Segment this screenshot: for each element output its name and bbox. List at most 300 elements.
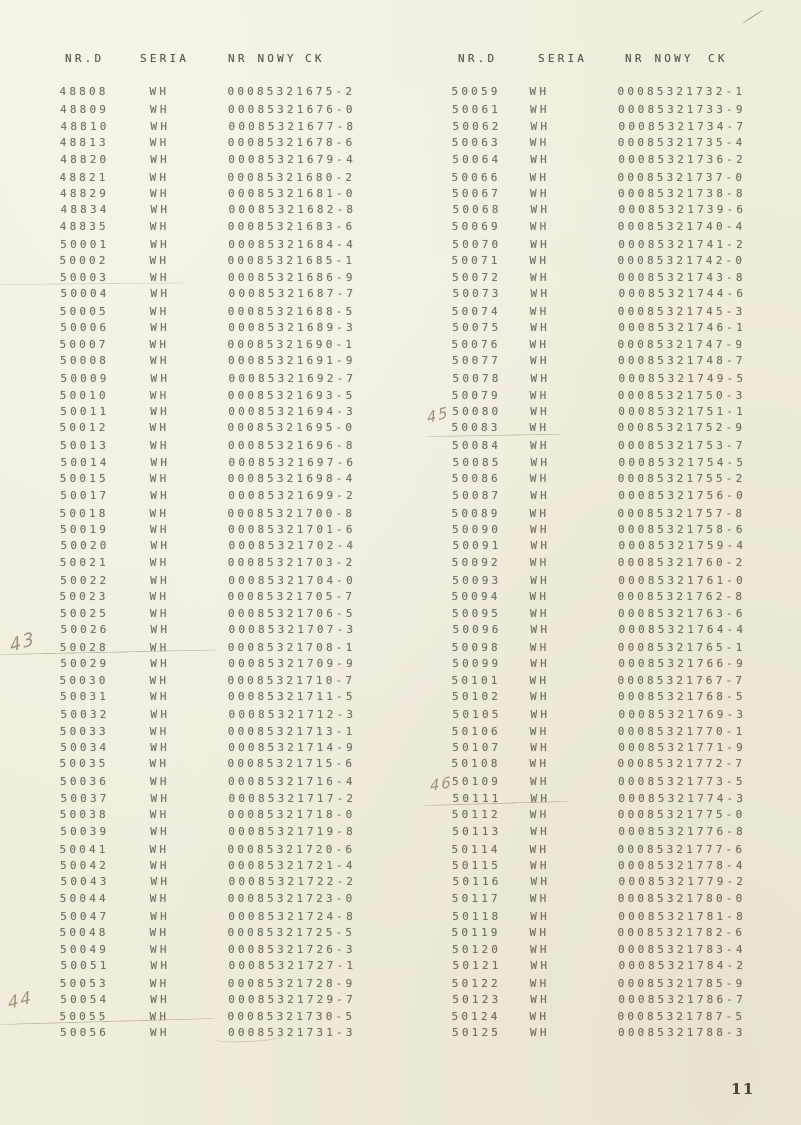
seria-value: WH: [530, 573, 550, 587]
seria-value: WH: [150, 119, 171, 133]
nrd-value: 50041: [59, 842, 109, 856]
nrd-value: 50098: [451, 640, 501, 654]
seria-value: WH: [150, 439, 170, 453]
nrnowy-value: 00085321757-8: [617, 506, 746, 520]
seria-value: WH: [149, 337, 170, 351]
nrd-value: 50078: [452, 372, 502, 386]
column-header-ck-left: CK: [305, 52, 325, 65]
nrd-value: 50001: [60, 237, 110, 251]
seria-value: WH: [149, 842, 170, 856]
nrnowy-value: 00085321749-5: [618, 372, 747, 386]
nrd-value: 50119: [451, 926, 501, 940]
seria-value: WH: [149, 808, 170, 822]
nrnowy-value: 00085321708-1: [227, 640, 356, 654]
nrnowy-value: 00085321740-4: [617, 219, 746, 233]
nrnowy-value: 00085321696-8: [228, 439, 356, 453]
nrd-value: 50101: [451, 673, 501, 687]
seria-value: WH: [530, 791, 551, 805]
seria-value: WH: [150, 539, 171, 553]
nrd-value: 50105: [452, 708, 502, 722]
seria-value: WH: [149, 757, 170, 771]
nrnowy-value: 00085321774-3: [618, 791, 747, 805]
nrnowy-value: 00085321758-6: [618, 522, 746, 536]
nrd-value: 50038: [59, 808, 109, 822]
nrnowy-value: 00085321753-7: [618, 439, 746, 453]
pen-slash-icon: [743, 10, 764, 24]
nrnowy-value: 00085321779-2: [618, 875, 747, 889]
nrd-value: 50026: [60, 623, 110, 637]
nrd-value: 50011: [60, 405, 110, 419]
seria-value: WH: [150, 103, 170, 117]
nrnowy-value: 00085321723-0: [227, 891, 356, 905]
nrnowy-value: 00085321765-1: [617, 640, 746, 654]
seria-value: WH: [150, 959, 171, 973]
nrnowy-value: 00085321726-3: [228, 942, 356, 956]
nrnowy-value: 00085321784-2: [618, 959, 747, 973]
column-header-nrd-right: NR.D: [458, 52, 498, 65]
nrnowy-value: 00085321786-7: [618, 993, 746, 1007]
seria-value: WH: [530, 623, 551, 637]
margin-number: 44: [6, 987, 34, 1015]
nrd-value: 50025: [60, 606, 110, 620]
seria-value: WH: [530, 858, 550, 872]
nrnowy-value: 00085321780-0: [617, 891, 746, 905]
nrnowy-value: 00085321761-0: [618, 573, 746, 587]
seria-value: WH: [530, 539, 551, 553]
nrd-value: 50109: [452, 775, 502, 789]
seria-value: WH: [530, 186, 550, 200]
nrnowy-value: 00085321769-3: [618, 708, 747, 722]
column-header-seria-right: SERIA: [538, 52, 588, 65]
nrd-value: 50020: [60, 539, 110, 553]
nrnowy-value: 00085321683-6: [227, 219, 356, 233]
seria-value: WH: [529, 555, 550, 569]
nrnowy-value: 00085321716-4: [228, 775, 356, 789]
nrnowy-value: 00085321775-0: [617, 808, 746, 822]
nrnowy-value: 00085321712-3: [228, 708, 357, 722]
seria-value: WH: [149, 1009, 170, 1023]
nrd-value: 50123: [452, 993, 502, 1007]
seria-value: WH: [530, 321, 550, 335]
nrd-value: 50071: [451, 254, 501, 268]
nrnowy-value: 00085321711-5: [228, 690, 356, 704]
nrnowy-value: 00085321699-2: [228, 488, 356, 502]
seria-value: WH: [529, 640, 550, 654]
seria-value: WH: [530, 522, 550, 536]
nrd-value: 50094: [451, 590, 501, 604]
nrd-value: 50054: [60, 993, 110, 1007]
nrnowy-value: 00085321704-0: [228, 573, 356, 587]
nrd-value: 50090: [452, 522, 502, 536]
nrnowy-value: 00085321732-1: [617, 85, 746, 99]
seria-value: WH: [150, 1026, 170, 1040]
nrnowy-value: 00085321680-2: [227, 170, 356, 184]
nrd-value: 50117: [451, 891, 501, 905]
column-header-seria-left: SERIA: [140, 52, 190, 65]
nrnowy-value: 00085321714-9: [228, 741, 356, 755]
nrnowy-value: 00085321722-2: [228, 875, 357, 889]
seria-value: WH: [530, 741, 550, 755]
nrd-value: 50039: [60, 824, 110, 838]
seria-value: WH: [529, 337, 550, 351]
nrd-value: 50079: [451, 388, 501, 402]
seria-value: WH: [529, 388, 550, 402]
nrd-value: 50051: [60, 959, 110, 973]
seria-value: WH: [150, 741, 170, 755]
seria-value: WH: [529, 85, 550, 99]
nrnowy-value: 00085321744-6: [618, 287, 747, 301]
nrnowy-value: 00085321727-1: [228, 959, 357, 973]
seria-value: WH: [150, 573, 170, 587]
nrd-value: 50089: [451, 506, 501, 520]
nrnowy-value: 00085321763-6: [618, 606, 746, 620]
seria-value: WH: [529, 673, 550, 687]
nrnowy-value: 00085321770-1: [617, 724, 746, 738]
seria-value: WH: [149, 219, 170, 233]
nrd-value: 50122: [451, 976, 501, 990]
nrd-value: 50075: [452, 321, 502, 335]
nrnowy-value: 00085321705-7: [227, 590, 356, 604]
nrd-value: 50008: [60, 354, 110, 368]
nrnowy-value: 00085321731-3: [228, 1026, 356, 1040]
nrnowy-value: 00085321787-5: [617, 1009, 746, 1023]
seria-value: WH: [150, 405, 170, 419]
nrnowy-value: 00085321760-2: [617, 555, 746, 569]
nrnowy-value: 00085321767-7: [617, 673, 746, 687]
seria-value: WH: [149, 170, 170, 184]
seria-value: WH: [150, 606, 170, 620]
pencil-underline: [0, 283, 185, 286]
seria-value: WH: [529, 219, 550, 233]
seria-value: WH: [530, 455, 551, 469]
nrnowy-value: 00085321693-5: [227, 388, 356, 402]
nrd-value: 50095: [452, 606, 502, 620]
nrd-value: 50120: [452, 942, 502, 956]
nrd-value: 50036: [60, 775, 110, 789]
nrnowy-value: 00085321675-2: [227, 85, 356, 99]
nrnowy-value: 00085321734-7: [618, 119, 747, 133]
nrnowy-value: 00085321759-4: [618, 539, 747, 553]
nrnowy-value: 00085321754-5: [618, 455, 747, 469]
nrd-value: 50066: [451, 170, 501, 184]
nrnowy-value: 00085321742-0: [617, 254, 746, 268]
seria-value: WH: [530, 103, 550, 117]
margin-number: 46: [429, 772, 454, 795]
seria-value: WH: [149, 926, 170, 940]
nrnowy-value: 00085321768-5: [618, 690, 746, 704]
nrnowy-value: 00085321720-6: [227, 842, 356, 856]
seria-value: WH: [530, 690, 550, 704]
seria-value: WH: [150, 372, 171, 386]
seria-value: WH: [150, 321, 170, 335]
nrd-value: 50115: [452, 858, 502, 872]
nrd-value: 50072: [452, 270, 502, 284]
nrd-value: 50063: [451, 136, 501, 150]
nrd-value: 50019: [60, 522, 110, 536]
nrnowy-value: 00085321739-6: [618, 203, 747, 217]
seria-value: WH: [149, 976, 170, 990]
nrd-value: 50010: [59, 388, 109, 402]
column-header-ck-right: CK: [708, 52, 728, 65]
seria-value: WH: [149, 136, 170, 150]
nrnowy-value: 00085321746-1: [618, 321, 746, 335]
seria-value: WH: [149, 421, 170, 435]
nrd-value: 50007: [59, 337, 109, 351]
nrd-value: 50069: [451, 219, 501, 233]
seria-value: WH: [529, 170, 550, 184]
seria-value: WH: [150, 623, 171, 637]
nrnowy-value: 00085321695-0: [227, 421, 356, 435]
seria-value: WH: [149, 891, 170, 905]
seria-value: WH: [150, 488, 170, 502]
seria-value: WH: [150, 690, 170, 704]
nrd-value: 50043: [60, 875, 110, 889]
nrd-value: 50086: [451, 472, 501, 486]
nrd-value: 48820: [60, 152, 110, 166]
seria-value: WH: [530, 708, 551, 722]
nrnowy-value: 00085321690-1: [227, 337, 356, 351]
nrnowy-value: 00085321701-6: [228, 522, 356, 536]
seria-value: WH: [530, 287, 551, 301]
nrnowy-value: 00085321684-4: [228, 237, 356, 251]
nrnowy-value: 00085321700-8: [227, 506, 356, 520]
margin-number: 43: [8, 628, 38, 658]
nrd-value: 50021: [59, 555, 109, 569]
nrnowy-value: 00085321682-8: [228, 203, 357, 217]
nrnowy-value: 00085321741-2: [618, 237, 746, 251]
pencil-smudge: [213, 1030, 285, 1044]
seria-value: WH: [530, 1026, 550, 1040]
seria-value: WH: [150, 708, 171, 722]
seria-value: WH: [530, 657, 550, 671]
nrnowy-value: 00085321721-4: [228, 858, 356, 872]
nrnowy-value: 00085321782-6: [617, 926, 746, 940]
column-header-nrnowy-right: NR NOWY: [625, 52, 694, 65]
seria-value: WH: [150, 237, 170, 251]
nrd-value: 50004: [60, 287, 110, 301]
seria-value: WH: [530, 405, 550, 419]
seria-value: WH: [530, 959, 551, 973]
seria-value: WH: [530, 439, 550, 453]
nrnowy-value: 00085321750-3: [617, 388, 746, 402]
seria-value: WH: [149, 85, 170, 99]
nrd-value: 50037: [60, 791, 110, 805]
seria-value: WH: [529, 421, 550, 435]
column-header-nrd-left: NR.D: [65, 52, 105, 65]
nrd-value: 50093: [452, 573, 502, 587]
seria-value: WH: [150, 354, 170, 368]
nrd-value: 50032: [60, 708, 110, 722]
nrnowy-value: 00085321736-2: [618, 152, 746, 166]
nrd-value: 50124: [451, 1009, 501, 1023]
nrnowy-value: 00085321752-9: [617, 421, 746, 435]
nrnowy-value: 00085321748-7: [618, 354, 746, 368]
nrd-value: 50113: [452, 824, 502, 838]
seria-value: WH: [150, 824, 170, 838]
seria-value: WH: [530, 488, 550, 502]
nrd-value: 50005: [59, 304, 109, 318]
nrnowy-value: 00085321698-4: [227, 472, 356, 486]
seria-value: WH: [150, 909, 170, 923]
nrnowy-value: 00085321709-9: [228, 657, 356, 671]
seria-value: WH: [149, 506, 170, 520]
seria-value: WH: [150, 993, 170, 1007]
nrnowy-value: 00085321686-9: [228, 270, 356, 284]
nrd-value: 50047: [60, 909, 110, 923]
nrd-value: 50085: [452, 455, 502, 469]
seria-value: WH: [529, 506, 550, 520]
seria-value: WH: [530, 372, 551, 386]
nrd-value: 50042: [60, 858, 110, 872]
nrd-value: 50106: [451, 724, 501, 738]
nrd-value: 50033: [59, 724, 109, 738]
seria-value: WH: [150, 657, 170, 671]
seria-value: WH: [149, 388, 170, 402]
nrd-value: 50003: [60, 270, 110, 284]
nrnowy-value: 00085321738-8: [618, 186, 746, 200]
seria-value: WH: [150, 791, 171, 805]
nrnowy-value: 00085321781-8: [618, 909, 746, 923]
nrd-value: 50031: [60, 690, 110, 704]
nrd-value: 48813: [59, 136, 109, 150]
nrnowy-value: 00085321764-4: [618, 623, 747, 637]
nrd-value: 50012: [59, 421, 109, 435]
nrd-value: 50084: [452, 439, 502, 453]
nrnowy-value: 00085321771-9: [618, 741, 746, 755]
nrnowy-value: 00085321788-3: [618, 1026, 746, 1040]
nrd-value: 50067: [452, 186, 502, 200]
nrnowy-value: 00085321719-8: [228, 824, 356, 838]
seria-value: WH: [529, 808, 550, 822]
nrd-value: 50035: [59, 757, 109, 771]
nrd-value: 50080: [452, 405, 502, 419]
nrd-value: 50028: [59, 640, 109, 654]
nrnowy-value: 00085321713-1: [227, 724, 356, 738]
seria-value: WH: [530, 119, 551, 133]
seria-value: WH: [530, 354, 550, 368]
nrd-value: 50022: [60, 573, 110, 587]
nrd-value: 50018: [59, 506, 109, 520]
nrd-value: 50055: [59, 1009, 109, 1023]
nrnowy-value: 00085321785-9: [617, 976, 746, 990]
nrnowy-value: 00085321697-6: [228, 455, 357, 469]
margin-number: 45: [425, 403, 451, 428]
nrd-value: 50087: [452, 488, 502, 502]
nrd-value: 50002: [59, 254, 109, 268]
seria-value: WH: [530, 942, 550, 956]
nrd-value: 50077: [452, 354, 502, 368]
seria-value: WH: [150, 875, 171, 889]
nrnowy-value: 00085321778-4: [618, 858, 746, 872]
seria-value: WH: [150, 775, 170, 789]
nrd-value: 50096: [452, 623, 502, 637]
nrnowy-value: 00085321745-3: [617, 304, 746, 318]
nrnowy-value: 00085321755-2: [617, 472, 746, 486]
seria-value: WH: [529, 926, 550, 940]
nrnowy-value: 00085321689-3: [228, 321, 356, 335]
nrd-value: 50034: [60, 741, 110, 755]
nrd-value: 50091: [452, 539, 502, 553]
nrd-value: 50118: [452, 909, 502, 923]
seria-value: WH: [149, 254, 170, 268]
nrnowy-value: 00085321729-7: [228, 993, 356, 1007]
nrnowy-value: 00085321717-2: [228, 791, 357, 805]
nrnowy-value: 00085321718-0: [227, 808, 356, 822]
nrd-value: 50102: [452, 690, 502, 704]
nrd-value: 48808: [59, 85, 109, 99]
nrd-value: 50074: [451, 304, 501, 318]
seria-value: WH: [150, 858, 170, 872]
nrnowy-value: 00085321692-7: [228, 372, 357, 386]
nrnowy-value: 00085321777-6: [617, 842, 746, 856]
nrd-value: 50059: [451, 85, 501, 99]
nrnowy-value: 00085321677-8: [228, 119, 357, 133]
nrnowy-value: 00085321743-8: [618, 270, 746, 284]
nrnowy-value: 00085321685-1: [227, 254, 356, 268]
nrnowy-value: 00085321730-5: [227, 1009, 356, 1023]
seria-value: WH: [149, 640, 170, 654]
seria-value: WH: [150, 942, 170, 956]
nrd-value: 50056: [60, 1026, 110, 1040]
nrd-value: 50116: [452, 875, 502, 889]
nrd-value: 48821: [59, 170, 109, 184]
seria-value: WH: [150, 455, 171, 469]
nrnowy-value: 00085321679-4: [228, 152, 356, 166]
seria-value: WH: [529, 757, 550, 771]
nrd-value: 50048: [59, 926, 109, 940]
column-header-nrnowy-left: NR NOWY: [228, 52, 297, 65]
nrd-value: 50013: [60, 439, 110, 453]
nrd-value: 50053: [59, 976, 109, 990]
nrd-value: 50023: [59, 590, 109, 604]
nrnowy-value: 00085321676-0: [228, 103, 356, 117]
nrd-value: 50121: [452, 959, 502, 973]
nrd-value: 48835: [59, 219, 109, 233]
nrnowy-value: 00085321694-3: [228, 405, 356, 419]
nrnowy-value: 00085321762-8: [617, 590, 746, 604]
seria-value: WH: [150, 203, 171, 217]
nrnowy-value: 00085321776-8: [618, 824, 746, 838]
seria-value: WH: [530, 824, 550, 838]
nrd-value: 50029: [60, 657, 110, 671]
nrd-value: 50062: [452, 119, 502, 133]
seria-value: WH: [150, 270, 170, 284]
seria-value: WH: [149, 673, 170, 687]
nrnowy-value: 00085321725-5: [227, 926, 356, 940]
seria-value: WH: [529, 472, 550, 486]
nrd-value: 50083: [451, 421, 501, 435]
seria-value: WH: [529, 304, 550, 318]
nrnowy-value: 00085321751-1: [618, 405, 746, 419]
seria-value: WH: [530, 237, 550, 251]
nrd-value: 50112: [451, 808, 501, 822]
nrd-value: 50044: [59, 891, 109, 905]
nrnowy-value: 00085321681-0: [228, 186, 356, 200]
nrd-value: 48834: [60, 203, 110, 217]
seria-value: WH: [149, 724, 170, 738]
nrd-value: 50114: [451, 842, 501, 856]
nrd-value: 50030: [59, 673, 109, 687]
nrd-value: 50092: [451, 555, 501, 569]
nrd-value: 48809: [60, 103, 110, 117]
nrnowy-value: 00085321703-2: [227, 555, 356, 569]
nrnowy-value: 00085321735-4: [617, 136, 746, 150]
nrnowy-value: 00085321772-7: [617, 757, 746, 771]
seria-value: WH: [530, 203, 551, 217]
seria-value: WH: [529, 724, 550, 738]
seria-value: WH: [529, 136, 550, 150]
nrd-value: 50014: [60, 455, 110, 469]
